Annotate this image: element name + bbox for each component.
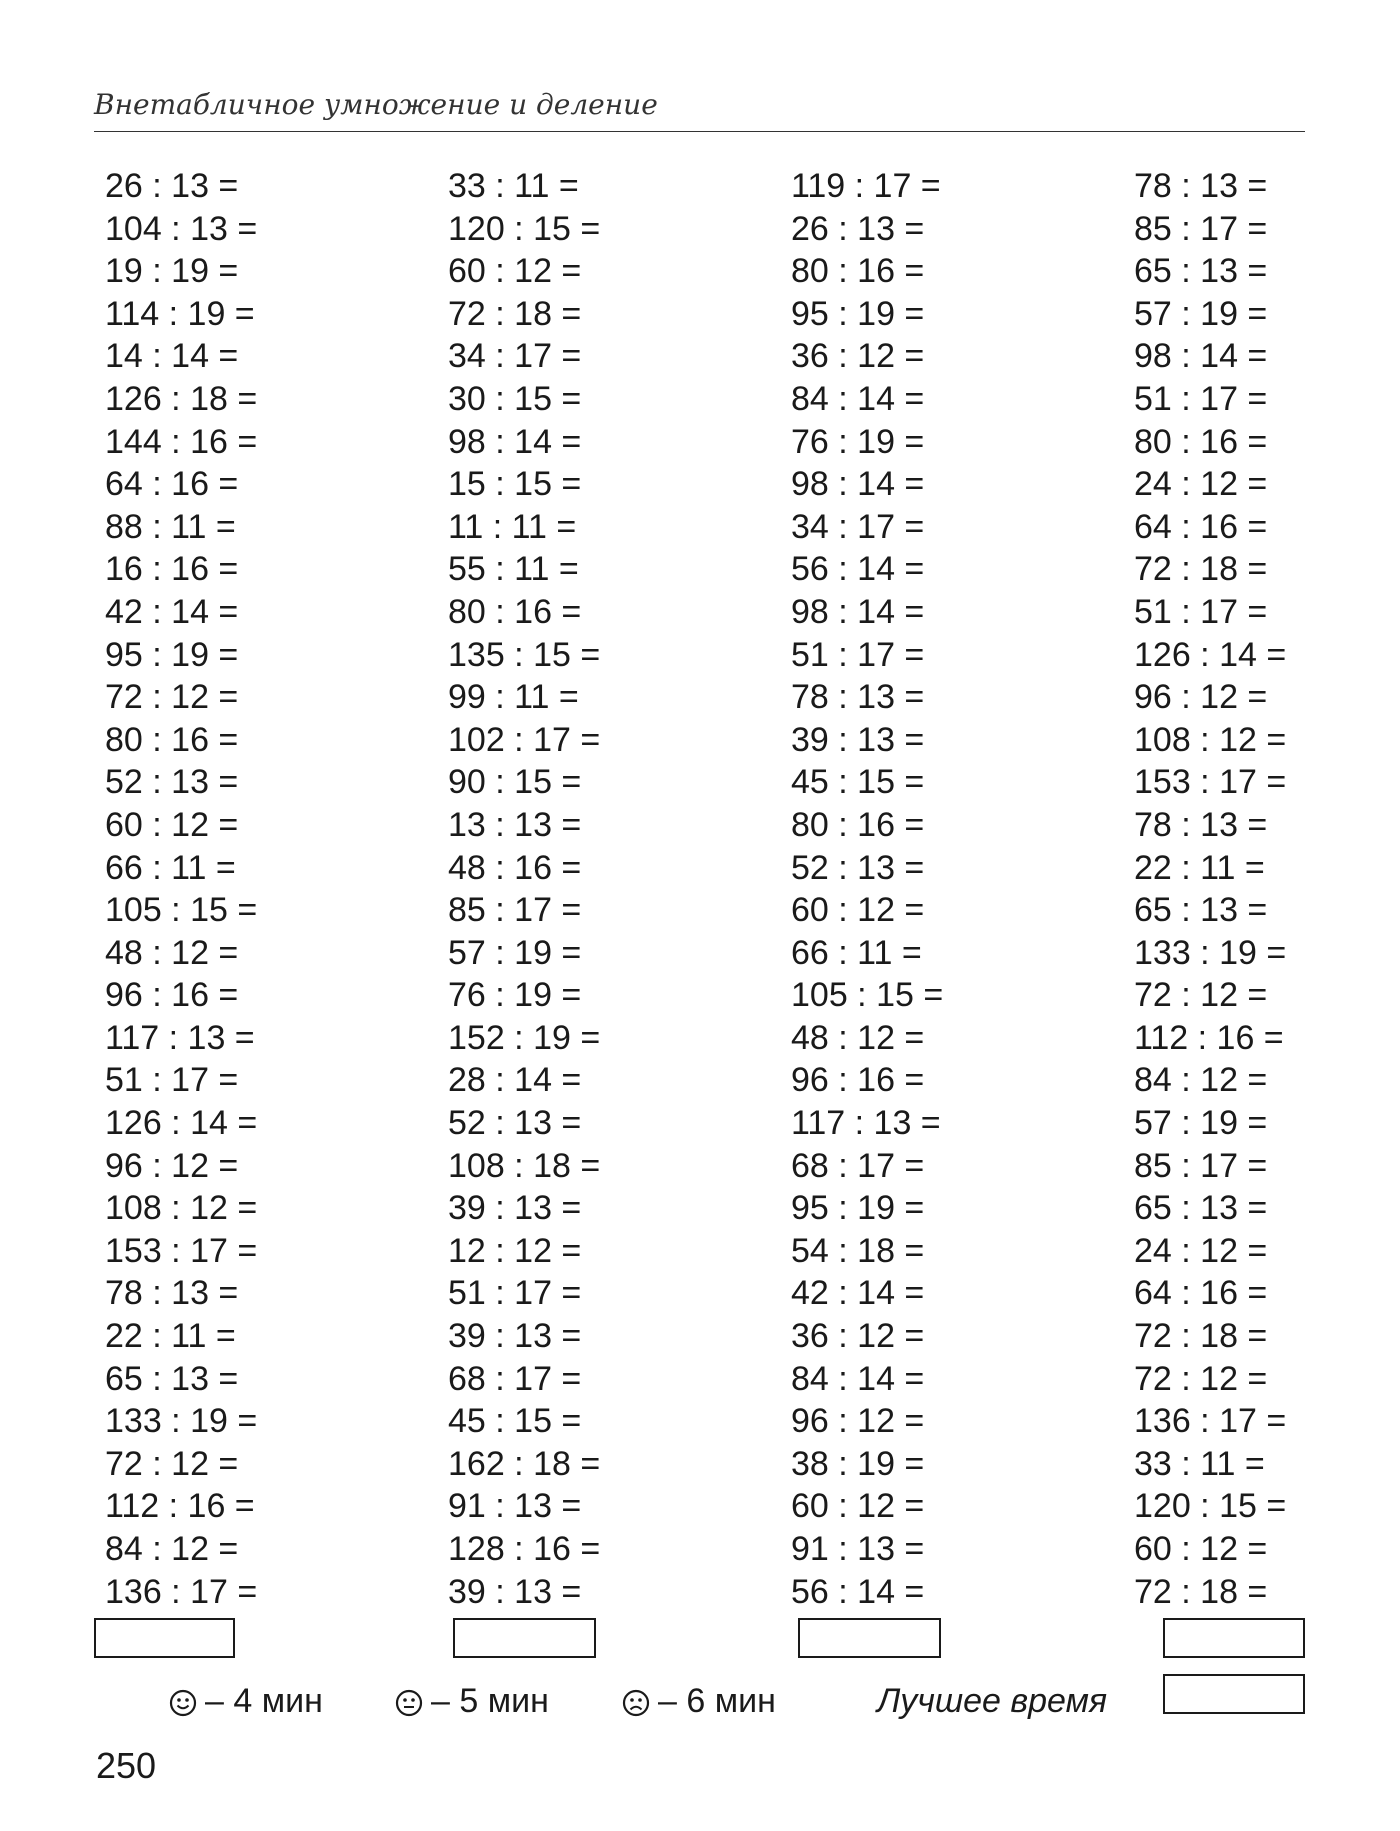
exercise-item: 14 : 14 = bbox=[105, 337, 239, 376]
exercise-item: 60 : 12 = bbox=[791, 891, 925, 930]
exercise-item: 60 : 12 = bbox=[448, 252, 582, 291]
legend-4-min-label: – 4 мин bbox=[205, 1682, 323, 1720]
exercise-item: 28 : 14 = bbox=[448, 1061, 582, 1100]
exercise-item: 39 : 13 = bbox=[791, 720, 925, 759]
exercise-item: 39 : 13 = bbox=[448, 1189, 582, 1228]
best-time-label: Лучшее время bbox=[877, 1682, 1108, 1720]
exercise-column-2 bbox=[448, 165, 600, 1613]
exercise-item: 52 : 13 = bbox=[791, 848, 925, 887]
exercise-item: 84 : 14 = bbox=[791, 379, 925, 418]
exercise-item: 60 : 12 = bbox=[1134, 1530, 1268, 1568]
exercise-item: 95 : 19 = bbox=[791, 294, 925, 333]
exercise-item: 108 : 18 = bbox=[448, 1146, 601, 1185]
exercise-item: 30 : 15 = bbox=[448, 379, 582, 418]
legend-5-min bbox=[395, 1681, 549, 1721]
exercise-item: 36 : 12 = bbox=[791, 1317, 925, 1356]
page-number: 250 bbox=[96, 1745, 157, 1786]
exercise-item: 42 : 14 = bbox=[105, 592, 239, 631]
exercise-item: 39 : 13 = bbox=[448, 1572, 582, 1611]
page-header-title: Внетабличное умножение и деление bbox=[94, 88, 658, 121]
exercise-item: 51 : 17 = bbox=[1134, 379, 1268, 418]
exercise-item: 72 : 12 = bbox=[105, 678, 239, 717]
exercise-item: 60 : 12 = bbox=[791, 1487, 925, 1526]
legend-4-min bbox=[169, 1681, 323, 1721]
exercise-item: 153 : 17 = bbox=[1134, 763, 1287, 802]
exercise-item: 98 : 14 = bbox=[448, 422, 582, 461]
exercise-item: 78 : 13 = bbox=[791, 678, 925, 717]
exercise-item: 108 : 12 = bbox=[105, 1189, 258, 1228]
exercise-item: 72 : 12 = bbox=[1134, 976, 1268, 1015]
exercise-item: 51 : 17 = bbox=[105, 1061, 239, 1100]
exercise-item: 72 : 12 = bbox=[105, 1444, 239, 1483]
exercise-item: 66 : 11 = bbox=[105, 848, 236, 887]
exercise-item: 26 : 13 = bbox=[105, 167, 239, 205]
exercise-item: 68 : 17 = bbox=[791, 1146, 925, 1185]
exercise-item: 24 : 12 = bbox=[1134, 465, 1268, 504]
exercise-item: 11 : 11 = bbox=[448, 507, 577, 546]
exercise-item: 66 : 11 = bbox=[791, 933, 922, 972]
exercise-item: 72 : 12 = bbox=[1134, 1359, 1268, 1398]
exercise-item: 80 : 16 = bbox=[448, 592, 582, 631]
exercise-item: 33 : 11 = bbox=[448, 167, 579, 205]
exercise-item: 60 : 12 = bbox=[105, 805, 239, 844]
time-box-column-3[interactable] bbox=[798, 1618, 941, 1658]
exercise-item: 68 : 17 = bbox=[448, 1359, 582, 1398]
exercise-item: 38 : 19 = bbox=[791, 1444, 925, 1483]
exercise-item: 80 : 16 = bbox=[1134, 422, 1268, 461]
exercise-item: 56 : 14 = bbox=[791, 1572, 925, 1611]
exercise-item: 72 : 18 = bbox=[1134, 1572, 1268, 1611]
exercise-item: 65 : 13 = bbox=[1134, 1189, 1268, 1228]
exercise-item: 98 : 14 = bbox=[791, 592, 925, 631]
exercise-item: 34 : 17 = bbox=[448, 337, 582, 376]
exercise-item: 91 : 13 = bbox=[791, 1530, 925, 1568]
exercise-item: 22 : 11 = bbox=[1134, 848, 1265, 887]
exercise-item: 26 : 13 = bbox=[791, 209, 925, 248]
exercise-item: 57 : 19 = bbox=[448, 933, 582, 972]
exercise-item: 128 : 16 = bbox=[448, 1530, 601, 1568]
exercise-item: 80 : 16 = bbox=[105, 720, 239, 759]
exercise-item: 45 : 15 = bbox=[791, 763, 925, 802]
exercise-item: 48 : 16 = bbox=[448, 848, 582, 887]
exercise-item: 117 : 13 = bbox=[791, 1104, 941, 1143]
exercise-item: 85 : 17 = bbox=[1134, 1146, 1268, 1185]
time-box-column-2[interactable] bbox=[453, 1618, 596, 1658]
exercise-item: 48 : 12 = bbox=[791, 1018, 925, 1057]
exercise-item: 84 : 14 = bbox=[791, 1359, 925, 1398]
exercise-item: 72 : 18 = bbox=[448, 294, 582, 333]
exercise-item: 104 : 13 = bbox=[105, 209, 258, 248]
exercise-item: 48 : 12 = bbox=[105, 933, 239, 972]
exercise-item: 64 : 16 = bbox=[105, 465, 239, 504]
neutral-face-icon bbox=[395, 1689, 423, 1717]
exercise-item: 39 : 13 = bbox=[448, 1317, 582, 1356]
exercise-item: 45 : 15 = bbox=[448, 1402, 582, 1441]
exercise-item: 96 : 12 = bbox=[105, 1146, 239, 1185]
exercise-item: 72 : 18 = bbox=[1134, 1317, 1268, 1356]
exercise-item: 102 : 17 = bbox=[448, 720, 601, 759]
exercise-item: 126 : 14 = bbox=[1134, 635, 1287, 674]
exercise-item: 24 : 12 = bbox=[1134, 1231, 1268, 1270]
exercise-item: 88 : 11 = bbox=[105, 507, 236, 546]
exercise-item: 91 : 13 = bbox=[448, 1487, 582, 1526]
exercise-column-4 bbox=[1134, 165, 1286, 1613]
exercise-item: 98 : 14 = bbox=[1134, 337, 1268, 376]
exercise-item: 98 : 14 = bbox=[791, 465, 925, 504]
exercise-item: 15 : 15 = bbox=[448, 465, 582, 504]
exercise-column-3 bbox=[791, 165, 943, 1613]
exercise-item: 153 : 17 = bbox=[105, 1231, 258, 1270]
exercise-item: 51 : 17 = bbox=[448, 1274, 582, 1313]
exercise-item: 64 : 16 = bbox=[1134, 507, 1268, 546]
exercise-item: 112 : 16 = bbox=[105, 1487, 255, 1526]
exercise-item: 105 : 15 = bbox=[791, 976, 944, 1015]
exercise-item: 95 : 19 = bbox=[105, 635, 239, 674]
exercise-item: 85 : 17 = bbox=[1134, 209, 1268, 248]
legend-6-min bbox=[622, 1681, 776, 1721]
exercise-item: 144 : 16 = bbox=[105, 422, 258, 461]
exercise-item: 65 : 13 = bbox=[1134, 252, 1268, 291]
header-divider bbox=[94, 131, 1305, 132]
exercise-item: 120 : 15 = bbox=[448, 209, 601, 248]
exercise-item: 51 : 17 = bbox=[1134, 592, 1268, 631]
exercise-item: 96 : 16 = bbox=[105, 976, 239, 1015]
exercise-item: 133 : 19 = bbox=[1134, 933, 1287, 972]
exercise-item: 99 : 11 = bbox=[448, 678, 579, 717]
exercise-item: 13 : 13 = bbox=[448, 805, 582, 844]
exercise-item: 96 : 12 = bbox=[791, 1402, 925, 1441]
exercise-item: 126 : 14 = bbox=[105, 1104, 258, 1143]
best-time-box[interactable] bbox=[1163, 1674, 1305, 1714]
exercise-item: 152 : 19 = bbox=[448, 1018, 601, 1057]
frowning-face-icon bbox=[622, 1689, 650, 1717]
exercise-item: 96 : 12 = bbox=[1134, 678, 1268, 717]
legend-6-min-label: – 6 мин bbox=[658, 1682, 776, 1720]
exercise-item: 136 : 17 = bbox=[105, 1572, 258, 1611]
exercise-item: 96 : 16 = bbox=[791, 1061, 925, 1100]
exercise-item: 112 : 16 = bbox=[1134, 1018, 1284, 1057]
exercise-item: 90 : 15 = bbox=[448, 763, 582, 802]
time-box-column-4[interactable] bbox=[1163, 1618, 1305, 1658]
exercise-item: 126 : 18 = bbox=[105, 379, 258, 418]
exercise-item: 117 : 13 = bbox=[105, 1018, 255, 1057]
exercise-item: 78 : 13 = bbox=[1134, 167, 1268, 205]
exercise-item: 119 : 17 = bbox=[791, 167, 941, 205]
exercise-item: 51 : 17 = bbox=[791, 635, 925, 674]
exercise-item: 72 : 18 = bbox=[1134, 550, 1268, 589]
exercise-item: 42 : 14 = bbox=[791, 1274, 925, 1313]
exercise-item: 16 : 16 = bbox=[105, 550, 239, 589]
exercise-item: 78 : 13 = bbox=[105, 1274, 239, 1313]
exercise-column-1 bbox=[105, 165, 257, 1613]
exercise-item: 65 : 13 = bbox=[105, 1359, 239, 1398]
exercise-item: 64 : 16 = bbox=[1134, 1274, 1268, 1313]
exercise-item: 55 : 11 = bbox=[448, 550, 579, 589]
exercise-item: 84 : 12 = bbox=[1134, 1061, 1268, 1100]
exercise-item: 34 : 17 = bbox=[791, 507, 925, 546]
exercise-item: 57 : 19 = bbox=[1134, 294, 1268, 333]
exercise-item: 162 : 18 = bbox=[448, 1444, 601, 1483]
exercise-item: 135 : 15 = bbox=[448, 635, 601, 674]
exercise-item: 108 : 12 = bbox=[1134, 720, 1287, 759]
exercise-item: 114 : 19 = bbox=[105, 294, 255, 333]
exercise-item: 76 : 19 = bbox=[791, 422, 925, 461]
exercise-item: 57 : 19 = bbox=[1134, 1104, 1268, 1143]
exercise-item: 80 : 16 = bbox=[791, 252, 925, 291]
exercise-item: 84 : 12 = bbox=[105, 1530, 239, 1568]
exercise-item: 33 : 11 = bbox=[1134, 1444, 1265, 1483]
time-box-column-1[interactable] bbox=[94, 1618, 235, 1658]
exercise-item: 76 : 19 = bbox=[448, 976, 582, 1015]
exercise-item: 54 : 18 = bbox=[791, 1231, 925, 1270]
exercise-item: 19 : 19 = bbox=[105, 252, 239, 291]
exercise-item: 133 : 19 = bbox=[105, 1402, 258, 1441]
exercise-item: 56 : 14 = bbox=[791, 550, 925, 589]
smiling-face-icon bbox=[169, 1689, 197, 1717]
legend-5-min-label: – 5 мин bbox=[431, 1682, 549, 1720]
exercise-item: 80 : 16 = bbox=[791, 805, 925, 844]
exercise-item: 136 : 17 = bbox=[1134, 1402, 1287, 1441]
exercise-item: 95 : 19 = bbox=[791, 1189, 925, 1228]
exercise-item: 85 : 17 = bbox=[448, 891, 582, 930]
exercise-item: 105 : 15 = bbox=[105, 891, 258, 930]
exercise-item: 22 : 11 = bbox=[105, 1317, 236, 1356]
exercise-item: 120 : 15 = bbox=[1134, 1487, 1287, 1526]
exercise-item: 12 : 12 = bbox=[448, 1231, 582, 1270]
exercise-item: 52 : 13 = bbox=[105, 763, 239, 802]
exercise-item: 78 : 13 = bbox=[1134, 805, 1268, 844]
exercise-item: 36 : 12 = bbox=[791, 337, 925, 376]
exercise-item: 65 : 13 = bbox=[1134, 891, 1268, 930]
exercise-item: 52 : 13 = bbox=[448, 1104, 582, 1143]
